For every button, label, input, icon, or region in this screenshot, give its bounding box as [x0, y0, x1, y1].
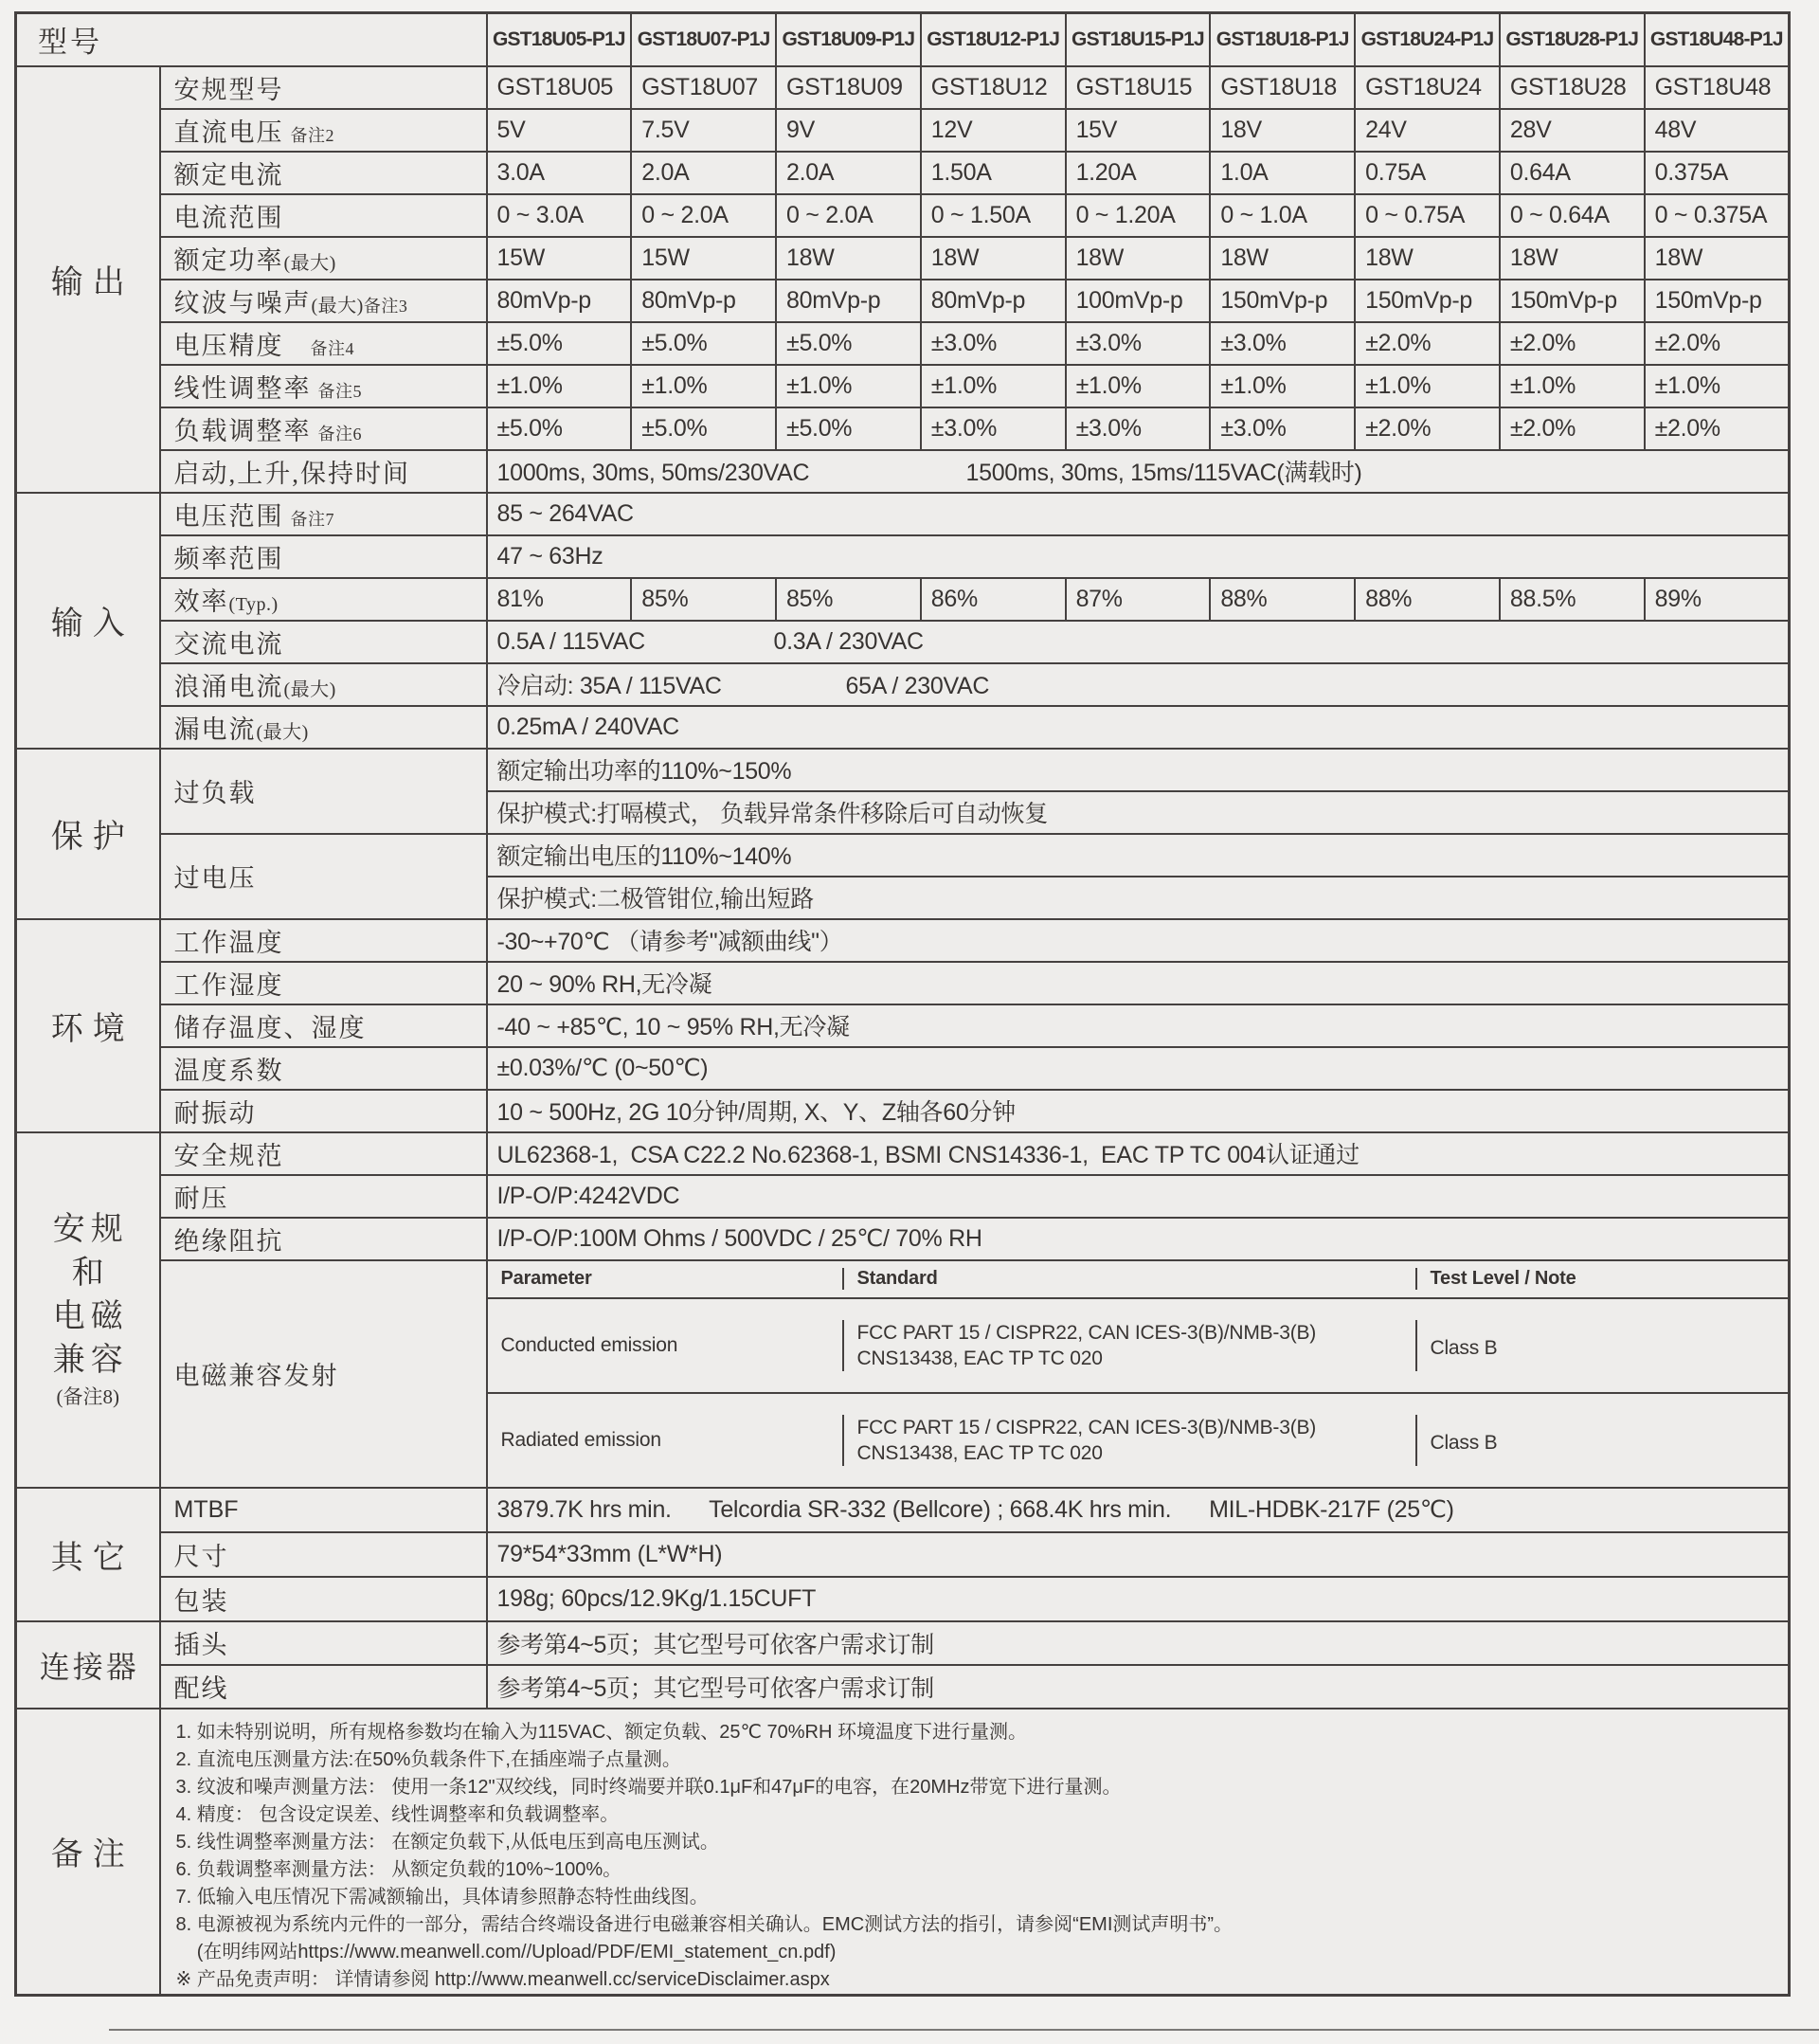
- row-label-safety-standards: 安全规范: [160, 1132, 487, 1175]
- cell: ±5.0%: [776, 322, 921, 365]
- row-label-wiring: 配线: [160, 1665, 487, 1709]
- row-label-temp-coefficient: 温度系数: [160, 1047, 487, 1090]
- cell-voltage-range: 85 ~ 264VAC: [487, 493, 1790, 535]
- cell-ac-current: 0.5A / 115VAC 0.3A / 230VAC: [487, 621, 1790, 663]
- row-label-working-humidity: 工作湿度: [160, 962, 487, 1004]
- model-name: GST18U15-P1J: [1066, 13, 1211, 66]
- cell: ±1.0%: [1210, 365, 1355, 407]
- cell-withstand-voltage: I/P-O/P:4242VDC: [487, 1175, 1790, 1218]
- row-overvoltage-1: [16, 834, 1790, 877]
- row-label-ripple-noise: 纹波与噪声(最大)备注3: [160, 280, 487, 322]
- cell: 80mVp-p: [776, 280, 921, 322]
- cell: 28V: [1500, 109, 1645, 152]
- cell: 0.64A: [1500, 152, 1645, 194]
- row-safety-model: [16, 66, 1790, 109]
- cell: ±1.0%: [1645, 365, 1790, 407]
- emc-header-standard: Standard: [844, 1268, 1417, 1290]
- cell: ±3.0%: [1066, 322, 1211, 365]
- row-rated-power: [16, 237, 1790, 280]
- cell: 15W: [487, 237, 632, 280]
- section-environment: 环境: [16, 919, 160, 1132]
- cell: 15V: [1066, 109, 1211, 152]
- cell-isolation-resistance: I/P-O/P:100M Ohms / 500VDC / 25℃/ 70% RH: [487, 1218, 1790, 1260]
- model-name: GST18U09-P1J: [776, 13, 921, 66]
- cell: GST18U07: [631, 66, 776, 109]
- section-input: 输入: [16, 493, 160, 749]
- cell: 89%: [1645, 578, 1790, 621]
- cell: ±3.0%: [1066, 407, 1211, 450]
- cell: 0 ~ 1.0A: [1210, 194, 1355, 237]
- row-label-frequency-range: 频率范围: [160, 535, 487, 578]
- cell: GST18U24: [1355, 66, 1500, 109]
- cell: 85%: [776, 578, 921, 621]
- row-working-temp: [16, 919, 1790, 962]
- cell: ±2.0%: [1355, 322, 1500, 365]
- cell: 0 ~ 0.75A: [1355, 194, 1500, 237]
- cell: ±5.0%: [487, 322, 632, 365]
- row-label-rated-power: 额定功率(最大): [160, 237, 487, 280]
- row-ac-current: [16, 621, 1790, 663]
- cell: 12V: [921, 109, 1066, 152]
- row-label-storage-temp: 储存温度、湿度: [160, 1004, 487, 1047]
- cell: 81%: [487, 578, 632, 621]
- note-item: 1. 如未特别说明，所有规格参数均在输入为115VAC、额定负载、25℃ 70%RH 环境温度下进行量测。: [175, 1721, 1027, 1743]
- emc-conducted-parameter: Conducted emission: [488, 1320, 844, 1371]
- cell-safety-standards: UL62368-1, CSA C22.2 No.62368-1, BSMI CNS14336-1, EAC TP TC 004认证通过: [487, 1132, 1790, 1175]
- row-isolation-resistance: [16, 1218, 1790, 1260]
- row-dc-voltage: [16, 109, 1790, 152]
- emc-radiated-row: [487, 1393, 1790, 1488]
- cell: 18W: [1066, 237, 1211, 280]
- cell: ±5.0%: [631, 407, 776, 450]
- cell: 150mVp-p: [1500, 280, 1645, 322]
- row-leakage-current: [16, 706, 1790, 749]
- row-overload-1: [16, 749, 1790, 791]
- cell: 88%: [1210, 578, 1355, 621]
- cell: ±1.0%: [776, 365, 921, 407]
- row-label-overload: 过负载: [160, 749, 487, 834]
- row-dimension: [16, 1532, 1790, 1577]
- cell: 0 ~ 1.50A: [921, 194, 1066, 237]
- emc-header-parameter: Parameter: [488, 1268, 844, 1290]
- cell: ±1.0%: [487, 365, 632, 407]
- section-notes: 备注: [16, 1709, 160, 1996]
- cell: 15W: [631, 237, 776, 280]
- row-notes: [16, 1709, 1790, 1996]
- note-item: ※ 产品免责声明： 详情请参阅 http://www.meanwell.cc/serviceDisclaimer.aspx: [175, 1968, 830, 1990]
- section-protection: 保护: [16, 749, 160, 919]
- cell-overvoltage-mode: 保护模式:二极管钳位,输出短路: [487, 877, 1790, 919]
- row-vibration: [16, 1090, 1790, 1132]
- note-item: 8. 电源被视为系统内元件的一部分，需结合终端设备进行电磁兼容相关确认。EMC测试方法的指引，请参阅“EMI测试声明书”。: [175, 1913, 1234, 1935]
- cell: ±3.0%: [1210, 407, 1355, 450]
- note-item: 6. 负载调整率测量方法： 从额定负载的10%~100%。: [175, 1858, 622, 1880]
- model-header-row: [16, 13, 1790, 66]
- cell-working-humidity: 20 ~ 90% RH,无冷凝: [487, 962, 1790, 1004]
- cell-leakage-current: 0.25mA / 240VAC: [487, 706, 1790, 749]
- cell-frequency-range: 47 ~ 63Hz: [487, 535, 1790, 578]
- row-ripple-noise: [16, 280, 1790, 322]
- row-frequency-range: [16, 535, 1790, 578]
- cell-packing: 198g; 60pcs/12.9Kg/1.15CUFT: [487, 1577, 1790, 1621]
- row-rated-current: [16, 152, 1790, 194]
- section-connector: 连接器: [16, 1621, 160, 1709]
- cell: 3.0A: [487, 152, 632, 194]
- row-label-vibration: 耐振动: [160, 1090, 487, 1132]
- row-label-plug: 插头: [160, 1621, 487, 1665]
- cell: 80mVp-p: [631, 280, 776, 322]
- row-label-dimension: 尺寸: [160, 1532, 487, 1577]
- cell: ±1.0%: [1500, 365, 1645, 407]
- emc-conducted-standard: FCC PART 15 / CISPR22, CAN ICES-3(B)/NMB-3(B) CNS13438, EAC TP TC 020: [844, 1320, 1417, 1371]
- cell: 150mVp-p: [1645, 280, 1790, 322]
- row-efficiency: [16, 578, 1790, 621]
- cell-storage-temp: -40 ~ +85℃, 10 ~ 95% RH,无冷凝: [487, 1004, 1790, 1047]
- cell-plug: 参考第4~5页；其它型号可依客户需求订制: [487, 1621, 1790, 1665]
- cell: 18W: [921, 237, 1066, 280]
- row-safety-standards: [16, 1132, 1790, 1175]
- row-emc-header: [16, 1260, 1790, 1298]
- cell: GST18U18: [1210, 66, 1355, 109]
- row-packing: [16, 1577, 1790, 1621]
- model-name: GST18U07-P1J: [631, 13, 776, 66]
- row-label-startup-time: 启动,上升,保持时间: [160, 450, 487, 493]
- row-working-humidity: [16, 962, 1790, 1004]
- cell: 18W: [1645, 237, 1790, 280]
- cell-startup-time: 1000ms, 30ms, 50ms/230VAC 1500ms, 30ms, 15ms/115VAC(满载时): [487, 450, 1790, 493]
- row-label-rated-current: 额定电流: [160, 152, 487, 194]
- row-label-current-range: 电流范围: [160, 194, 487, 237]
- emc-radiated-parameter: Radiated emission: [488, 1415, 844, 1466]
- row-load-regulation: [16, 407, 1790, 450]
- cell: GST18U05: [487, 66, 632, 109]
- cell: 100mVp-p: [1066, 280, 1211, 322]
- cell: ±3.0%: [921, 407, 1066, 450]
- cell-overvoltage-range: 额定输出电压的110%~140%: [487, 834, 1790, 877]
- cell: ±5.0%: [776, 407, 921, 450]
- notes-body: [160, 1709, 1790, 1996]
- cell: ±3.0%: [1210, 322, 1355, 365]
- row-current-range: [16, 194, 1790, 237]
- note-item: 3. 纹波和噪声测量方法： 使用一条12"双绞线，同时终端要并联0.1μF和47μF的电容，在20MHz带宽下进行量测。: [175, 1776, 1122, 1798]
- row-label-emc-emission: 电磁兼容发射: [160, 1260, 487, 1488]
- emc-conducted-row: [487, 1298, 1790, 1393]
- cell: 0 ~ 0.375A: [1645, 194, 1790, 237]
- row-label-voltage-accuracy: 电压精度 备注4: [160, 322, 487, 365]
- emc-radiated-standard: FCC PART 15 / CISPR22, CAN ICES-3(B)/NMB-3(B) CNS13438, EAC TP TC 020: [844, 1415, 1417, 1466]
- model-row-label: 型号: [16, 13, 487, 66]
- cell: 0 ~ 2.0A: [776, 194, 921, 237]
- section-output: 输出: [16, 66, 160, 493]
- cell-inrush-current: 冷启动: 35A / 115VAC 65A / 230VAC: [487, 663, 1790, 706]
- cell-working-temp: -30~+70℃ （请参考"减额曲线"）: [487, 919, 1790, 962]
- cell: ±2.0%: [1500, 407, 1645, 450]
- cell: ±2.0%: [1645, 407, 1790, 450]
- cell-overload-mode: 保护模式:打嗝模式， 负载异常条件移除后可自动恢复: [487, 791, 1790, 834]
- cell: 18W: [1210, 237, 1355, 280]
- cell: 87%: [1066, 578, 1211, 621]
- cell-temp-coefficient: ±0.03%/℃ (0~50℃): [487, 1047, 1790, 1090]
- cell: 85%: [631, 578, 776, 621]
- row-label-inrush-current: 浪涌电流(最大): [160, 663, 487, 706]
- cell-dimension: 79*54*33mm (L*W*H): [487, 1532, 1790, 1577]
- cell: GST18U28: [1500, 66, 1645, 109]
- model-name: GST18U12-P1J: [921, 13, 1066, 66]
- cell: 150mVp-p: [1210, 280, 1355, 322]
- cell: 0 ~ 1.20A: [1066, 194, 1211, 237]
- row-voltage-accuracy: [16, 322, 1790, 365]
- row-startup-time: [16, 450, 1790, 493]
- row-voltage-range: [16, 493, 1790, 535]
- cell: ±3.0%: [921, 322, 1066, 365]
- model-name: GST18U18-P1J: [1210, 13, 1355, 66]
- cell: 2.0A: [631, 152, 776, 194]
- row-label-safety-model: 安规型号: [160, 66, 487, 109]
- emc-radiated-test-level: Class B: [1430, 1431, 1498, 1454]
- cell-wiring: 参考第4~5页；其它型号可依客户需求订制: [487, 1665, 1790, 1709]
- note-item: (在明纬网站https://www.meanwell.com//Upload/PDF/EMI_statement_cn.pdf): [175, 1941, 837, 1963]
- cell-overload-range: 额定输出功率的110%~150%: [487, 749, 1790, 791]
- cell: 5V: [487, 109, 632, 152]
- row-line-regulation: [16, 365, 1790, 407]
- row-label-dc-voltage: 直流电压 备注2: [160, 109, 487, 152]
- cell: 0 ~ 3.0A: [487, 194, 632, 237]
- cell: ±2.0%: [1355, 407, 1500, 450]
- cell: 0.375A: [1645, 152, 1790, 194]
- cell: ±1.0%: [1066, 365, 1211, 407]
- row-label-overvoltage: 过电压: [160, 834, 487, 919]
- cell-mtbf: 3879.7K hrs min. Telcordia SR-332 (Bellcore) ; 668.4K hrs min. MIL-HDBK-217F (25℃): [487, 1488, 1790, 1532]
- page-bottom-rule: [109, 2029, 1819, 2031]
- row-label-leakage-current: 漏电流(最大): [160, 706, 487, 749]
- row-label-packing: 包装: [160, 1577, 487, 1621]
- cell: 86%: [921, 578, 1066, 621]
- cell: ±2.0%: [1645, 322, 1790, 365]
- cell: ±1.0%: [631, 365, 776, 407]
- row-label-mtbf: MTBF: [160, 1488, 487, 1532]
- cell: 80mVp-p: [921, 280, 1066, 322]
- cell: 2.0A: [776, 152, 921, 194]
- cell: 88.5%: [1500, 578, 1645, 621]
- row-withstand-voltage: [16, 1175, 1790, 1218]
- row-mtbf: [16, 1488, 1790, 1532]
- row-storage-temp: [16, 1004, 1790, 1047]
- note-item: 2. 直流电压测量方法:在50%负载条件下,在插座端子点量测。: [175, 1748, 681, 1770]
- cell: 24V: [1355, 109, 1500, 152]
- note-item: 4. 精度： 包含设定误差、线性调整率和负载调整率。: [175, 1803, 620, 1825]
- note-item: 7. 低输入电压情况下需减额输出，具体请参照静态特性曲线图。: [175, 1886, 709, 1908]
- row-plug: [16, 1621, 1790, 1665]
- model-name: GST18U28-P1J: [1500, 13, 1645, 66]
- row-temp-coefficient: [16, 1047, 1790, 1090]
- cell: 1.20A: [1066, 152, 1211, 194]
- cell: 48V: [1645, 109, 1790, 152]
- row-label-working-temp: 工作温度: [160, 919, 487, 962]
- cell: 1.50A: [921, 152, 1066, 194]
- model-name: GST18U05-P1J: [487, 13, 632, 66]
- model-name: GST18U48-P1J: [1645, 13, 1790, 66]
- cell: 1.0A: [1210, 152, 1355, 194]
- section-others: 其它: [16, 1488, 160, 1621]
- cell: 18W: [776, 237, 921, 280]
- note-item: 5. 线性调整率测量方法： 在额定负载下,从低电压到高电压测试。: [175, 1831, 719, 1853]
- cell: 0 ~ 2.0A: [631, 194, 776, 237]
- row-label-line-regulation: 线性调整率 备注5: [160, 365, 487, 407]
- cell: ±5.0%: [631, 322, 776, 365]
- cell: GST18U12: [921, 66, 1066, 109]
- cell: 18W: [1500, 237, 1645, 280]
- cell: 18V: [1210, 109, 1355, 152]
- cell: 88%: [1355, 578, 1500, 621]
- row-label-load-regulation: 负载调整率 备注6: [160, 407, 487, 450]
- emc-header-row: [487, 1260, 1790, 1298]
- row-label-withstand-voltage: 耐压: [160, 1175, 487, 1218]
- section-safety-emc: 安规 和 电磁 兼容 (备注8): [16, 1132, 160, 1488]
- spec-table: [14, 11, 1791, 1997]
- cell: ±5.0%: [487, 407, 632, 450]
- row-label-voltage-range: 电压范围 备注7: [160, 493, 487, 535]
- model-name: GST18U24-P1J: [1355, 13, 1500, 66]
- cell: 18W: [1355, 237, 1500, 280]
- cell: ±1.0%: [1355, 365, 1500, 407]
- row-inrush-current: [16, 663, 1790, 706]
- cell: GST18U09: [776, 66, 921, 109]
- row-label-efficiency: 效率(Typ.): [160, 578, 487, 621]
- row-wiring: [16, 1665, 1790, 1709]
- cell-vibration: 10 ~ 500Hz, 2G 10分钟/周期, X、Y、Z轴各60分钟: [487, 1090, 1790, 1132]
- cell: GST18U15: [1066, 66, 1211, 109]
- row-label-ac-current: 交流电流: [160, 621, 487, 663]
- cell: 150mVp-p: [1355, 280, 1500, 322]
- cell: ±1.0%: [921, 365, 1066, 407]
- emc-conducted-test-level: Class B: [1430, 1336, 1498, 1359]
- emc-header-test-level: Test Level / Note: [1430, 1268, 1576, 1289]
- cell: 7.5V: [631, 109, 776, 152]
- cell: 80mVp-p: [487, 280, 632, 322]
- cell: 0 ~ 0.64A: [1500, 194, 1645, 237]
- cell: 9V: [776, 109, 921, 152]
- cell: ±2.0%: [1500, 322, 1645, 365]
- cell: GST18U48: [1645, 66, 1790, 109]
- row-label-isolation-resistance: 绝缘阻抗: [160, 1218, 487, 1260]
- cell: 0.75A: [1355, 152, 1500, 194]
